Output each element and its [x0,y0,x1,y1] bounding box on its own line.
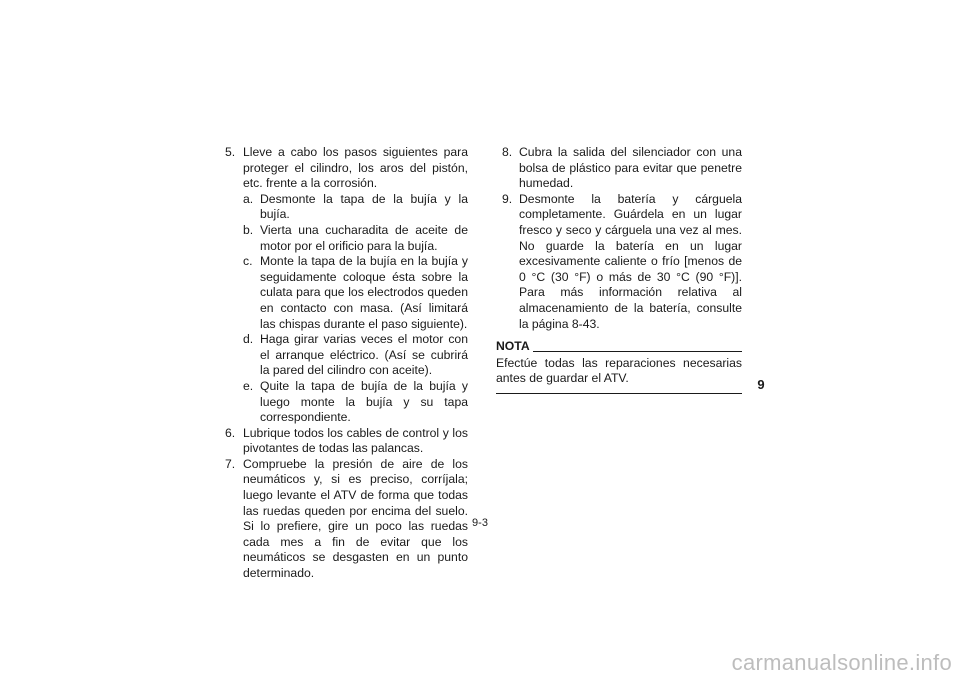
sub-list-item [225,254,468,332]
item-text: Cubra la salida del silenciador con una bolsa de plástico para evitar que penetre humedad. [519,145,742,191]
item-text: Desmonte la tapa de la bujía y la bujía. [260,191,468,222]
page-number: 9-3 [472,517,488,529]
item-letter: a. [243,191,254,206]
item-text: Compruebe la presión de aire de los neumáticos y, si es preciso, corríjala; luego levante el ATV de forma que todas las ruedas queden por encima del suelo. Si lo prefiere, gire un poco las ruedas cada mes a fin de evitar que los neumáticos se desgasten en un punto determinado. [243,456,468,581]
item-text: Quite la tapa de bujía de la bujía y luego monte la bujía y su tapa correspondiente. [260,378,468,425]
item-text: Lleve a cabo los pasos siguientes para proteger el cilindro, los aros del pistón, etc. frente a la corrosión. [243,145,468,191]
item-number: 7. [225,456,236,471]
item-number: 5. [225,145,236,159]
list-item [225,145,468,192]
item-number: 9. [502,191,513,206]
item-letter: e. [243,378,254,393]
sub-list-item [225,192,468,223]
item-number: 8. [502,145,513,159]
note-end-rule [496,393,742,394]
note-rule [533,351,742,352]
item-text: Vierta una cucharadita de aceite de motor por el orificio para la bujía. [260,222,468,253]
chapter-tab: 9 [757,377,765,392]
list-item [496,192,742,332]
item-text: Lubrique todos los cables de control y los pivotantes de todas las palancas. [243,425,468,456]
note-text: Efectúe todas las reparaciones necesarias antes de guardar el ATV. [496,355,742,386]
list-item [225,457,468,582]
left-column [225,145,468,582]
watermark: carmanualsonline.info [731,650,952,675]
item-text: Desmonte la batería y cárguela completamente. Guárdela en un lugar fresco y seco y cárguela una vez al mes. No guarde la batería en un lugar excesivamente caliente o frío [menos de 0 °C (30 °F) o más de 30 °C (90 °F)]. Para más información relativa al almacenamiento de la batería, consulte la página 8-43. [519,191,742,331]
item-text: Haga girar varias veces el motor con el arranque eléctrico. (Así se cubrirá la pared del cilindro con aceite). [260,332,468,378]
sub-list-item [225,223,468,254]
right-column [496,145,742,394]
item-text: Monte la tapa de la bujía en la bujía y seguidamente coloque ésta sobre la culata para que los electrodos queden en contacto con masa. (Así limitará las chispas durante el paso siguiente). [260,254,468,331]
list-item [496,145,742,192]
sub-list-item [225,332,468,379]
list-item [225,426,468,457]
item-letter: c. [243,254,253,269]
note-heading [496,339,742,355]
item-letter: d. [243,332,254,347]
item-letter: b. [243,222,254,237]
note-label: NOTA [496,339,530,354]
sub-list-item [225,379,468,426]
item-number: 6. [225,425,236,440]
